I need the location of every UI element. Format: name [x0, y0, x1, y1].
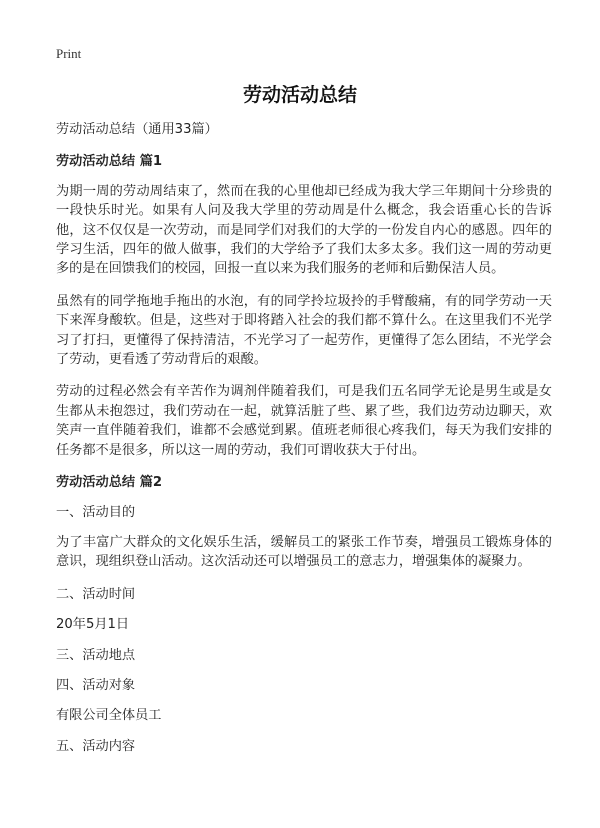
section1-paragraph-2: 虽然有的同学拖地手拖出的水泡，有的同学拎垃圾拎的手臂酸痛，有的同学劳动一天下来浑身酸软。但是，这些对于即将踏入社会的我们都不算什么。在这里我们不光学习了打扫，更懂得了保持清洁，不光学习了一起劳作，更懂得了怎么团结，不光学会了劳动，更看透了劳动背后的艰酸。 — [56, 293, 552, 368]
section1-paragraph-1: 为期一周的劳动周结束了，然而在我的心里他却已经成为我大学三年期间十分珍贵的一段快乐时光。如果有人问及我大学里的劳动周是什么概念，我会语重心长的告诉他，这不仅仅是一次劳动，而是同学们对我们的大学的一份发自内心的感恩。四年的学习生活，四年的做人做事，我们的大学给予了我们太多太多。我们这一周的劳动更多的是在回馈我们的校园，回报一直以来为我们服务的老师和后勤保洁人员。 — [56, 183, 552, 277]
page-title: 劳动活动总结 — [242, 84, 357, 106]
target-label: 四、活动对象 — [56, 677, 136, 693]
purpose-text: 为了丰富广大群众的文化娱乐生活，缓解员工的紧张工作节奏，增强员工锻炼身体的意识，现组织登山活动。这次活动还可以增强员工的意志力，增强集体的凝聚力。 — [56, 534, 552, 570]
section1-paragraph-3: 劳动的过程必然会有辛苦作为调剂伴随着我们，可是我们五名同学无论是男生或是女生都从未抱怨过，我们劳动在一起，就算活脏了些、累了些，我们边劳动边聊天，欢笑声一直伴随着我们，谁都不会感觉到累。值班老师很心疼我们，每天为我们安排的任务都不是很多，所以这一周的劳动，我们可谓收获大于付出。 — [56, 384, 552, 458]
document-body — [56, 120, 552, 767]
content-label: 五、活动内容 — [56, 738, 136, 754]
document-subtitle: 劳动活动总结（通用33篇） — [56, 122, 218, 137]
section-heading-2: 劳动活动总结 篇2 — [56, 475, 163, 491]
print-link[interactable]: Print — [56, 46, 82, 61]
section-heading-1: 劳动活动总结 篇1 — [56, 154, 163, 170]
time-label: 二、活动时间 — [56, 586, 136, 602]
place-label: 三、活动地点 — [56, 647, 136, 663]
purpose-label: 一、活动目的 — [56, 504, 136, 520]
target-value: 有限公司全体员工 — [56, 708, 162, 724]
time-value: 20年5月1日 — [56, 617, 130, 633]
